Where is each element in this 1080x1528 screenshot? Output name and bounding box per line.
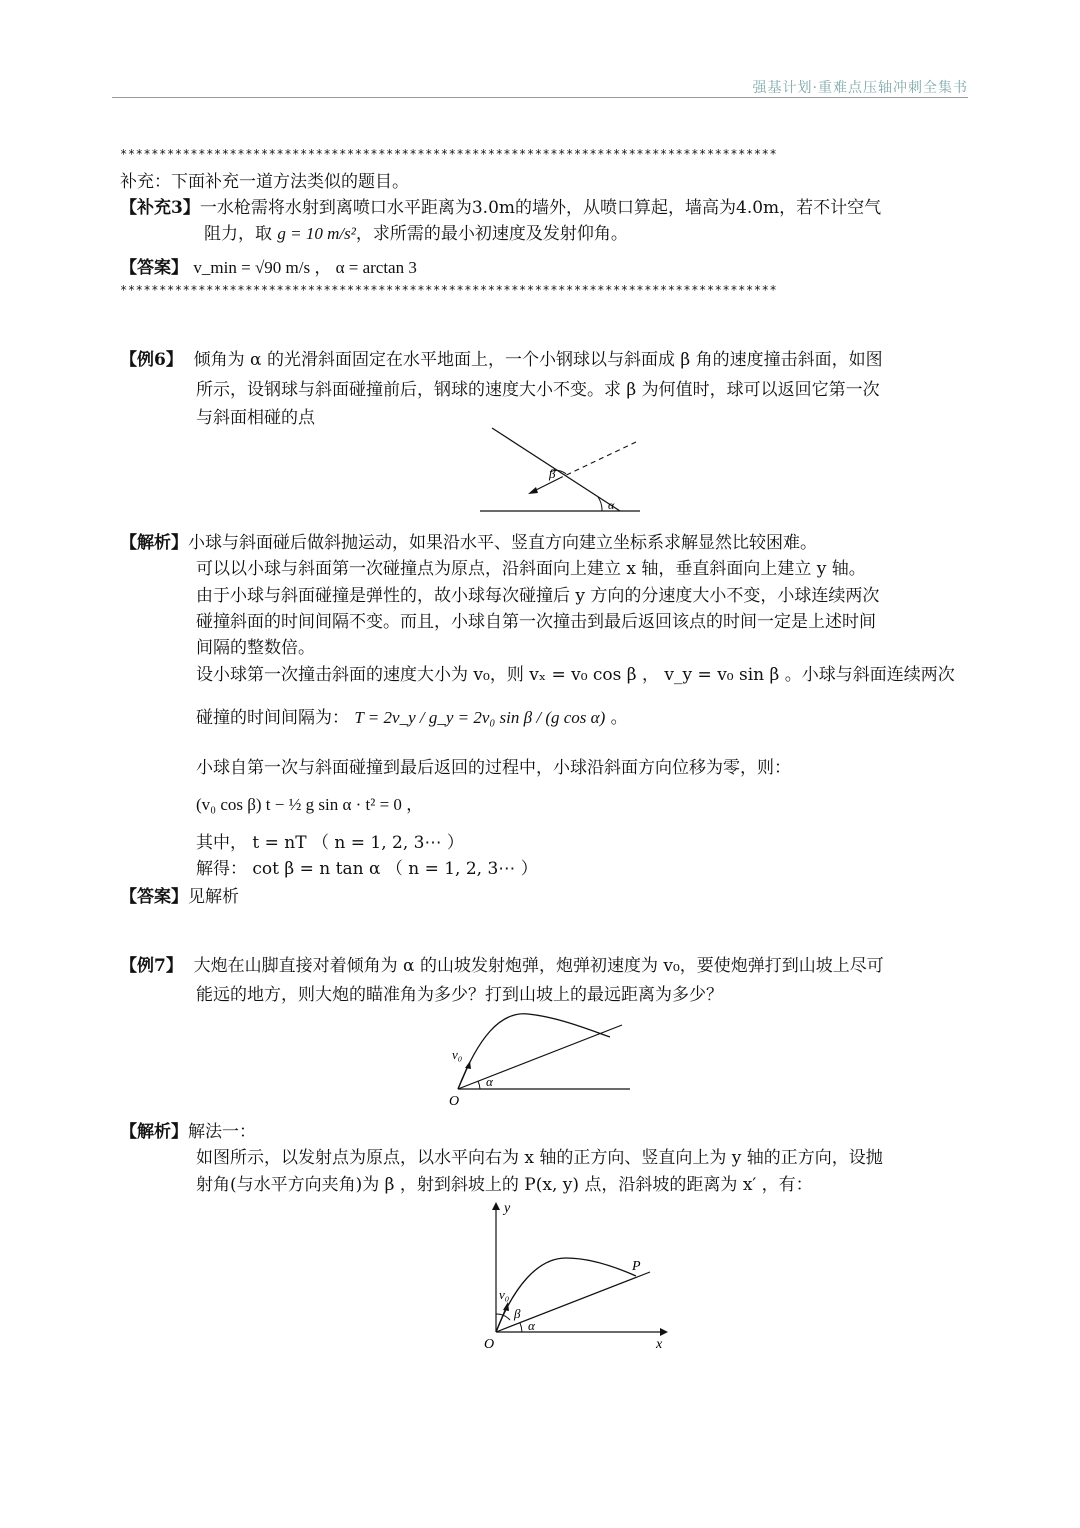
fig8-y-label: y <box>504 1201 511 1216</box>
solution6-line7: 碰撞的时间间隔为： T = 2v_y / g_y = 2v₀ sin β / (g cos α) 。 <box>196 708 628 728</box>
fig8-beta-label: β <box>514 1306 521 1321</box>
alpha-arc <box>520 1323 522 1332</box>
solution6-answer-tag: 【答案】 <box>120 887 188 907</box>
header-title: 强基计划·重难点压轴冲刺全集书 <box>752 80 968 96</box>
header-divider <box>112 97 968 98</box>
solution6-line11: 解得： cot β = n tan α （ n = 1, 2, 3⋯ ） <box>196 859 538 879</box>
fig8-v0-label: v₀ <box>499 1287 510 1302</box>
fig8-alpha-label: α <box>528 1318 535 1333</box>
x-axis-arrow-icon <box>660 1328 668 1336</box>
solution7-line3: 射角(与水平方向夹角)为 β ，射到斜坡上的 P(x, y) 点，沿斜坡的距离为 x′ ，有： <box>196 1175 813 1195</box>
v0-arrow-head-icon <box>465 1061 471 1069</box>
solution6-line5: 间隔的整数倍。 <box>196 638 315 658</box>
solution6-line1 <box>120 528 817 553</box>
solution7-tag: 【解析】 <box>120 1122 188 1142</box>
v0-arrow-head-icon <box>503 1302 509 1311</box>
fig6-alpha-label: α <box>608 498 615 512</box>
example6-line2: 所示，设钢球与斜面碰撞前后，钢球的速度大小不变。求 β 为何值时，球可以返回它第一次 <box>196 380 880 400</box>
example6-tag: 【例6】 <box>120 350 183 370</box>
slope-line <box>458 1025 622 1089</box>
solution6-text1: 小球与斜面碰后做斜抛运动，如果沿水平、竖直方向建立坐标系求解显然比较困难。 <box>188 533 817 553</box>
solution6-line6: 设小球第一次撞击斜面的速度大小为 v₀，则 vₓ = v₀ cos β ， v_y = v₀ sin β 。小球与斜面连续两次 <box>196 665 955 685</box>
supplement-problem-line2 <box>204 219 628 244</box>
example7-line2: 能远的地方，则大炮的瞄准角为多少？打到山坡上的最远距离为多少？ <box>196 985 723 1005</box>
time-interval-equation: T = 2v_y / g_y = 2v₀ sin β / (g cos α) <box>354 708 606 727</box>
incline-line <box>492 428 620 511</box>
solution6-tag: 【解析】 <box>120 533 188 553</box>
solution6-line4: 碰撞斜面的时间间隔不变。而且，小球自第一次撞击到最后返回该点的时间一定是上述时间 <box>196 612 876 632</box>
supplement-problem <box>120 193 881 218</box>
solution6-line8: 小球自第一次与斜面碰撞到最后返回的过程中，小球沿斜面方向位移为零，则： <box>196 758 791 778</box>
solution6-answer <box>120 882 239 907</box>
star-divider-top: ************************************************************************************ <box>120 147 778 161</box>
y-axis-arrow-icon <box>492 1202 500 1210</box>
incline-figure <box>470 422 650 518</box>
fig8-p-label: P <box>632 1259 641 1274</box>
solution6-line2: 可以以小球与斜面第一次碰撞点为原点，沿斜面向上建立 x 轴，垂直斜面向上建立 y 轴。 <box>196 559 866 579</box>
example7-line1 <box>120 951 884 976</box>
incoming-path <box>560 442 636 478</box>
solution6-text7: 碰撞的时间间隔为： <box>196 708 349 728</box>
slope-line <box>496 1272 650 1332</box>
fig6-beta-label: β <box>549 466 556 481</box>
example7-text1: 大炮在山脚直接对着倾角为 α 的山坡发射炮弹，炮弹初速度为 v₀，要使炮弹打到山坡上尽可 <box>193 956 884 976</box>
supplement-intro: 补充：下面补充一道方法类似的题目。 <box>120 172 409 192</box>
page-header <box>0 0 1080 100</box>
solution7-text1: 解法一： <box>188 1122 256 1142</box>
solution6-line10: 其中， t = nT （ n = 1, 2, 3⋯ ） <box>196 833 464 853</box>
solution6-answer-text: 见解析 <box>188 887 239 907</box>
trajectory-curve <box>458 1014 610 1089</box>
example6-line1 <box>120 345 883 370</box>
solution6-line3: 由于小球与斜面碰撞是弹性的，故小球每次碰撞后 y 方向的分速度大小不变，小球连续两次 <box>196 586 880 606</box>
displacement-equation: (v₀ cos β) t − ½ g sin α · t² = 0 ， <box>196 795 424 814</box>
supplement-answer-text: v_min = √90 m/s ， α = arctan 3 <box>193 258 417 277</box>
example6-text1: 倾角为 α 的光滑斜面固定在水平地面上，一个小钢球以与斜面成 β 角的速度撞击斜面，如图 <box>193 350 883 370</box>
example6-line3: 与斜面相碰的点 <box>196 408 315 428</box>
fig7-v0-label: v₀ <box>452 1047 463 1062</box>
example7-tag: 【例7】 <box>120 956 183 976</box>
star-divider-bottom: ************************************************************************************ <box>120 283 778 297</box>
supplement-answer-tag: 【答案】 <box>120 258 188 278</box>
fig7-alpha-label: α <box>486 1074 493 1089</box>
solution7-line2: 如图所示，以发射点为原点，以水平向右为 x 轴的正方向、竖直向上为 y 轴的正方向，设抛 <box>196 1148 883 1168</box>
alpha-arc <box>478 1081 480 1089</box>
supplement-answer <box>120 253 417 278</box>
coordinate-figure <box>478 1196 678 1354</box>
supplement-tag: 【补充3】 <box>120 198 200 218</box>
supplement-problem-line1: 一水枪需将水射到离喷口水平距离为3.0m的墙外，从喷口算起，墙高为4.0m，若不计空气 <box>199 198 882 218</box>
supplement-problem-line2a: 阻力，取 <box>204 224 272 244</box>
cannon-figure <box>440 1008 640 1108</box>
solution7-line1 <box>120 1117 256 1142</box>
arrow-head-icon <box>528 487 538 494</box>
supplement-problem-line2b: ，求所需的最小初速度及发射仰角。 <box>355 224 628 244</box>
fig7-origin-label: O <box>449 1094 460 1108</box>
fig8-origin-label: O <box>484 1337 495 1352</box>
g-value: g = 10 m/s² <box>277 224 356 243</box>
fig8-x-label: x <box>656 1337 663 1352</box>
